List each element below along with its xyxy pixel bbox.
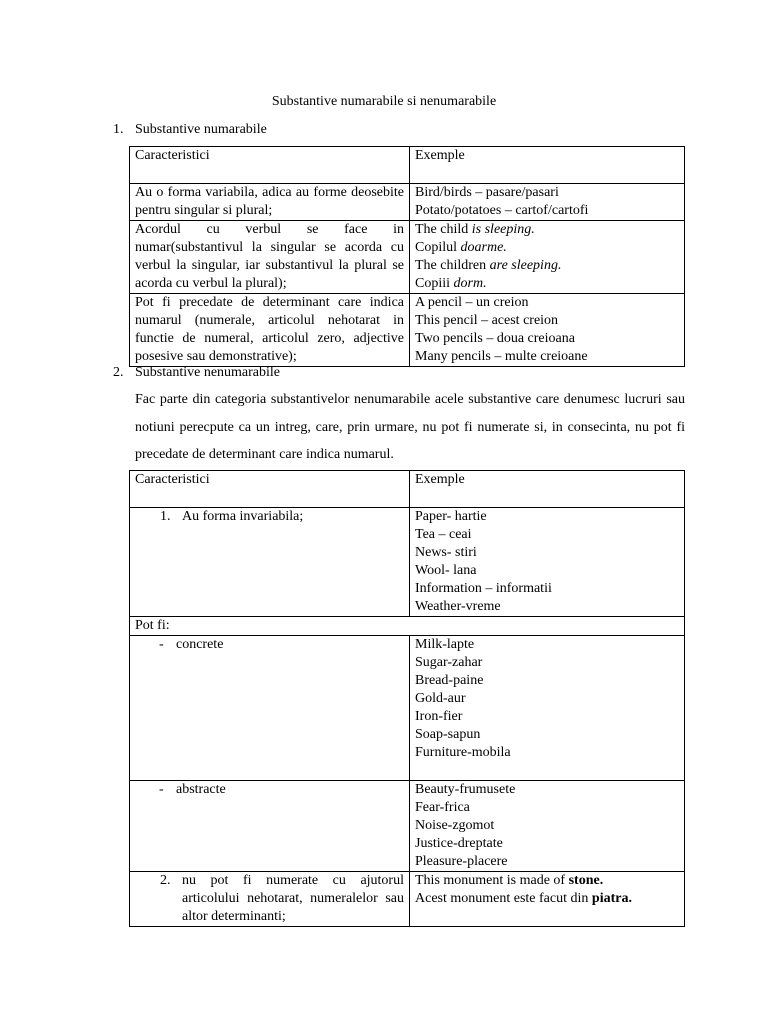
example-line: Paper- hartie xyxy=(415,509,487,524)
example-line: Sugar-zahar xyxy=(415,655,483,670)
examples-cell xyxy=(410,872,685,927)
table-row xyxy=(130,184,685,221)
characteristic-cell xyxy=(130,636,410,781)
example-line: Beauty-frumusete xyxy=(415,782,516,797)
table-header-row xyxy=(130,147,685,184)
examples-cell xyxy=(410,636,685,781)
table-row xyxy=(130,781,685,872)
characteristic-cell: Acordul cu verbul se face in numar(substantivul la singular se acorda cu verbul la singular, iar substantivul la plural se acorda cu verbul la plural); xyxy=(130,221,410,294)
table-row xyxy=(130,636,685,781)
examples-cell xyxy=(410,781,685,872)
table-row xyxy=(130,508,685,617)
section1-heading xyxy=(113,122,267,138)
example-line: Many pencils – multe creioane xyxy=(415,349,588,364)
example-line: Wool- lana xyxy=(415,563,477,578)
example-line: Copilul doarme. xyxy=(415,240,507,255)
section2-number: 2. xyxy=(113,365,124,380)
example-line: Tea – ceai xyxy=(415,527,472,542)
example-line: Gold-aur xyxy=(415,691,466,706)
table-header-row xyxy=(130,471,685,508)
example-line: This pencil – acest creion xyxy=(415,313,559,328)
section1-title: Substantive numarabile xyxy=(135,122,267,137)
characteristic-cell: Pot fi precedate de determinant care indica numarul (numerale, articolul nehotarat in functie de numeral, articolul zero, adjective posesive sau demonstrative); xyxy=(130,294,410,367)
document-title: Substantive numarabile si nenumarabile xyxy=(271,94,497,109)
example-line: The child is sleeping. xyxy=(415,222,535,237)
countable-nouns-table xyxy=(129,146,685,367)
example-line: Noise-zgomot xyxy=(415,818,495,833)
header-characteristics: Caracteristici xyxy=(130,471,410,508)
characteristic-cell: Au o forma variabila, adica au forme deosebite pentru singular si plural; xyxy=(130,184,410,221)
numbered-item: 1. Au forma invariabila; xyxy=(160,509,304,524)
examples-cell xyxy=(410,184,685,221)
table-row xyxy=(130,617,685,636)
examples-cell xyxy=(410,508,685,617)
table-row xyxy=(130,872,685,927)
dash-item: - abstracte xyxy=(159,782,226,797)
pot-fi-cell: Pot fi: xyxy=(130,617,685,636)
example-line: Furniture-mobila xyxy=(415,745,511,760)
example-line: Information – informatii xyxy=(415,581,552,596)
dash-item: - concrete xyxy=(159,637,224,652)
example-line: A pencil – un creion xyxy=(415,295,529,310)
header-examples: Exemple xyxy=(410,147,685,184)
example-line: Iron-fier xyxy=(415,709,463,724)
characteristic-cell xyxy=(130,508,410,617)
section2-title: Substantive nenumarabile xyxy=(135,365,281,380)
uncountable-nouns-table xyxy=(129,470,685,927)
example-line: Bread-paine xyxy=(415,673,484,688)
section1-number: 1. xyxy=(113,122,124,137)
example-line: Acest monument este facut din piatra. xyxy=(415,891,632,906)
numbered-item: 2. nu pot fi numerate cu ajutorul articolului nehotarat, numeralelor sau altor determinanti; xyxy=(160,873,404,924)
table-row xyxy=(130,294,685,367)
header-examples: Exemple xyxy=(410,471,685,508)
example-line: This monument is made of stone. xyxy=(415,873,604,888)
example-line: Justice-dreptate xyxy=(415,836,503,851)
example-line: The children are sleeping. xyxy=(415,258,562,273)
example-line: Weather-vreme xyxy=(415,599,501,614)
example-line: Fear-frica xyxy=(415,800,470,815)
section2-heading xyxy=(113,365,280,381)
example-line: Two pencils – doua creioana xyxy=(415,331,575,346)
characteristic-cell xyxy=(130,781,410,872)
example-line: Milk-lapte xyxy=(415,637,475,652)
examples-cell xyxy=(410,221,685,294)
section2-paragraph: Fac parte din categoria substantivelor nenumarabile acele substantive care denumesc lucruri sau notiuni perecpute ca un intreg, care, prin urmare, nu pot fi numerate si, in consecinta, nu pot fi precedate de determinant care indica numarul. xyxy=(135,392,685,462)
header-characteristics: Caracteristici xyxy=(130,147,410,184)
example-line: Bird/birds – pasare/pasari xyxy=(415,185,559,200)
characteristic-cell xyxy=(130,872,410,927)
examples-cell xyxy=(410,294,685,367)
example-line: Copiii dorm. xyxy=(415,276,487,291)
example-line: Potato/potatoes – cartof/cartofi xyxy=(415,203,589,218)
example-line: Soap-sapun xyxy=(415,727,481,742)
example-line: News- stiri xyxy=(415,545,477,560)
table-row xyxy=(130,221,685,294)
example-line: Pleasure-placere xyxy=(415,854,508,869)
